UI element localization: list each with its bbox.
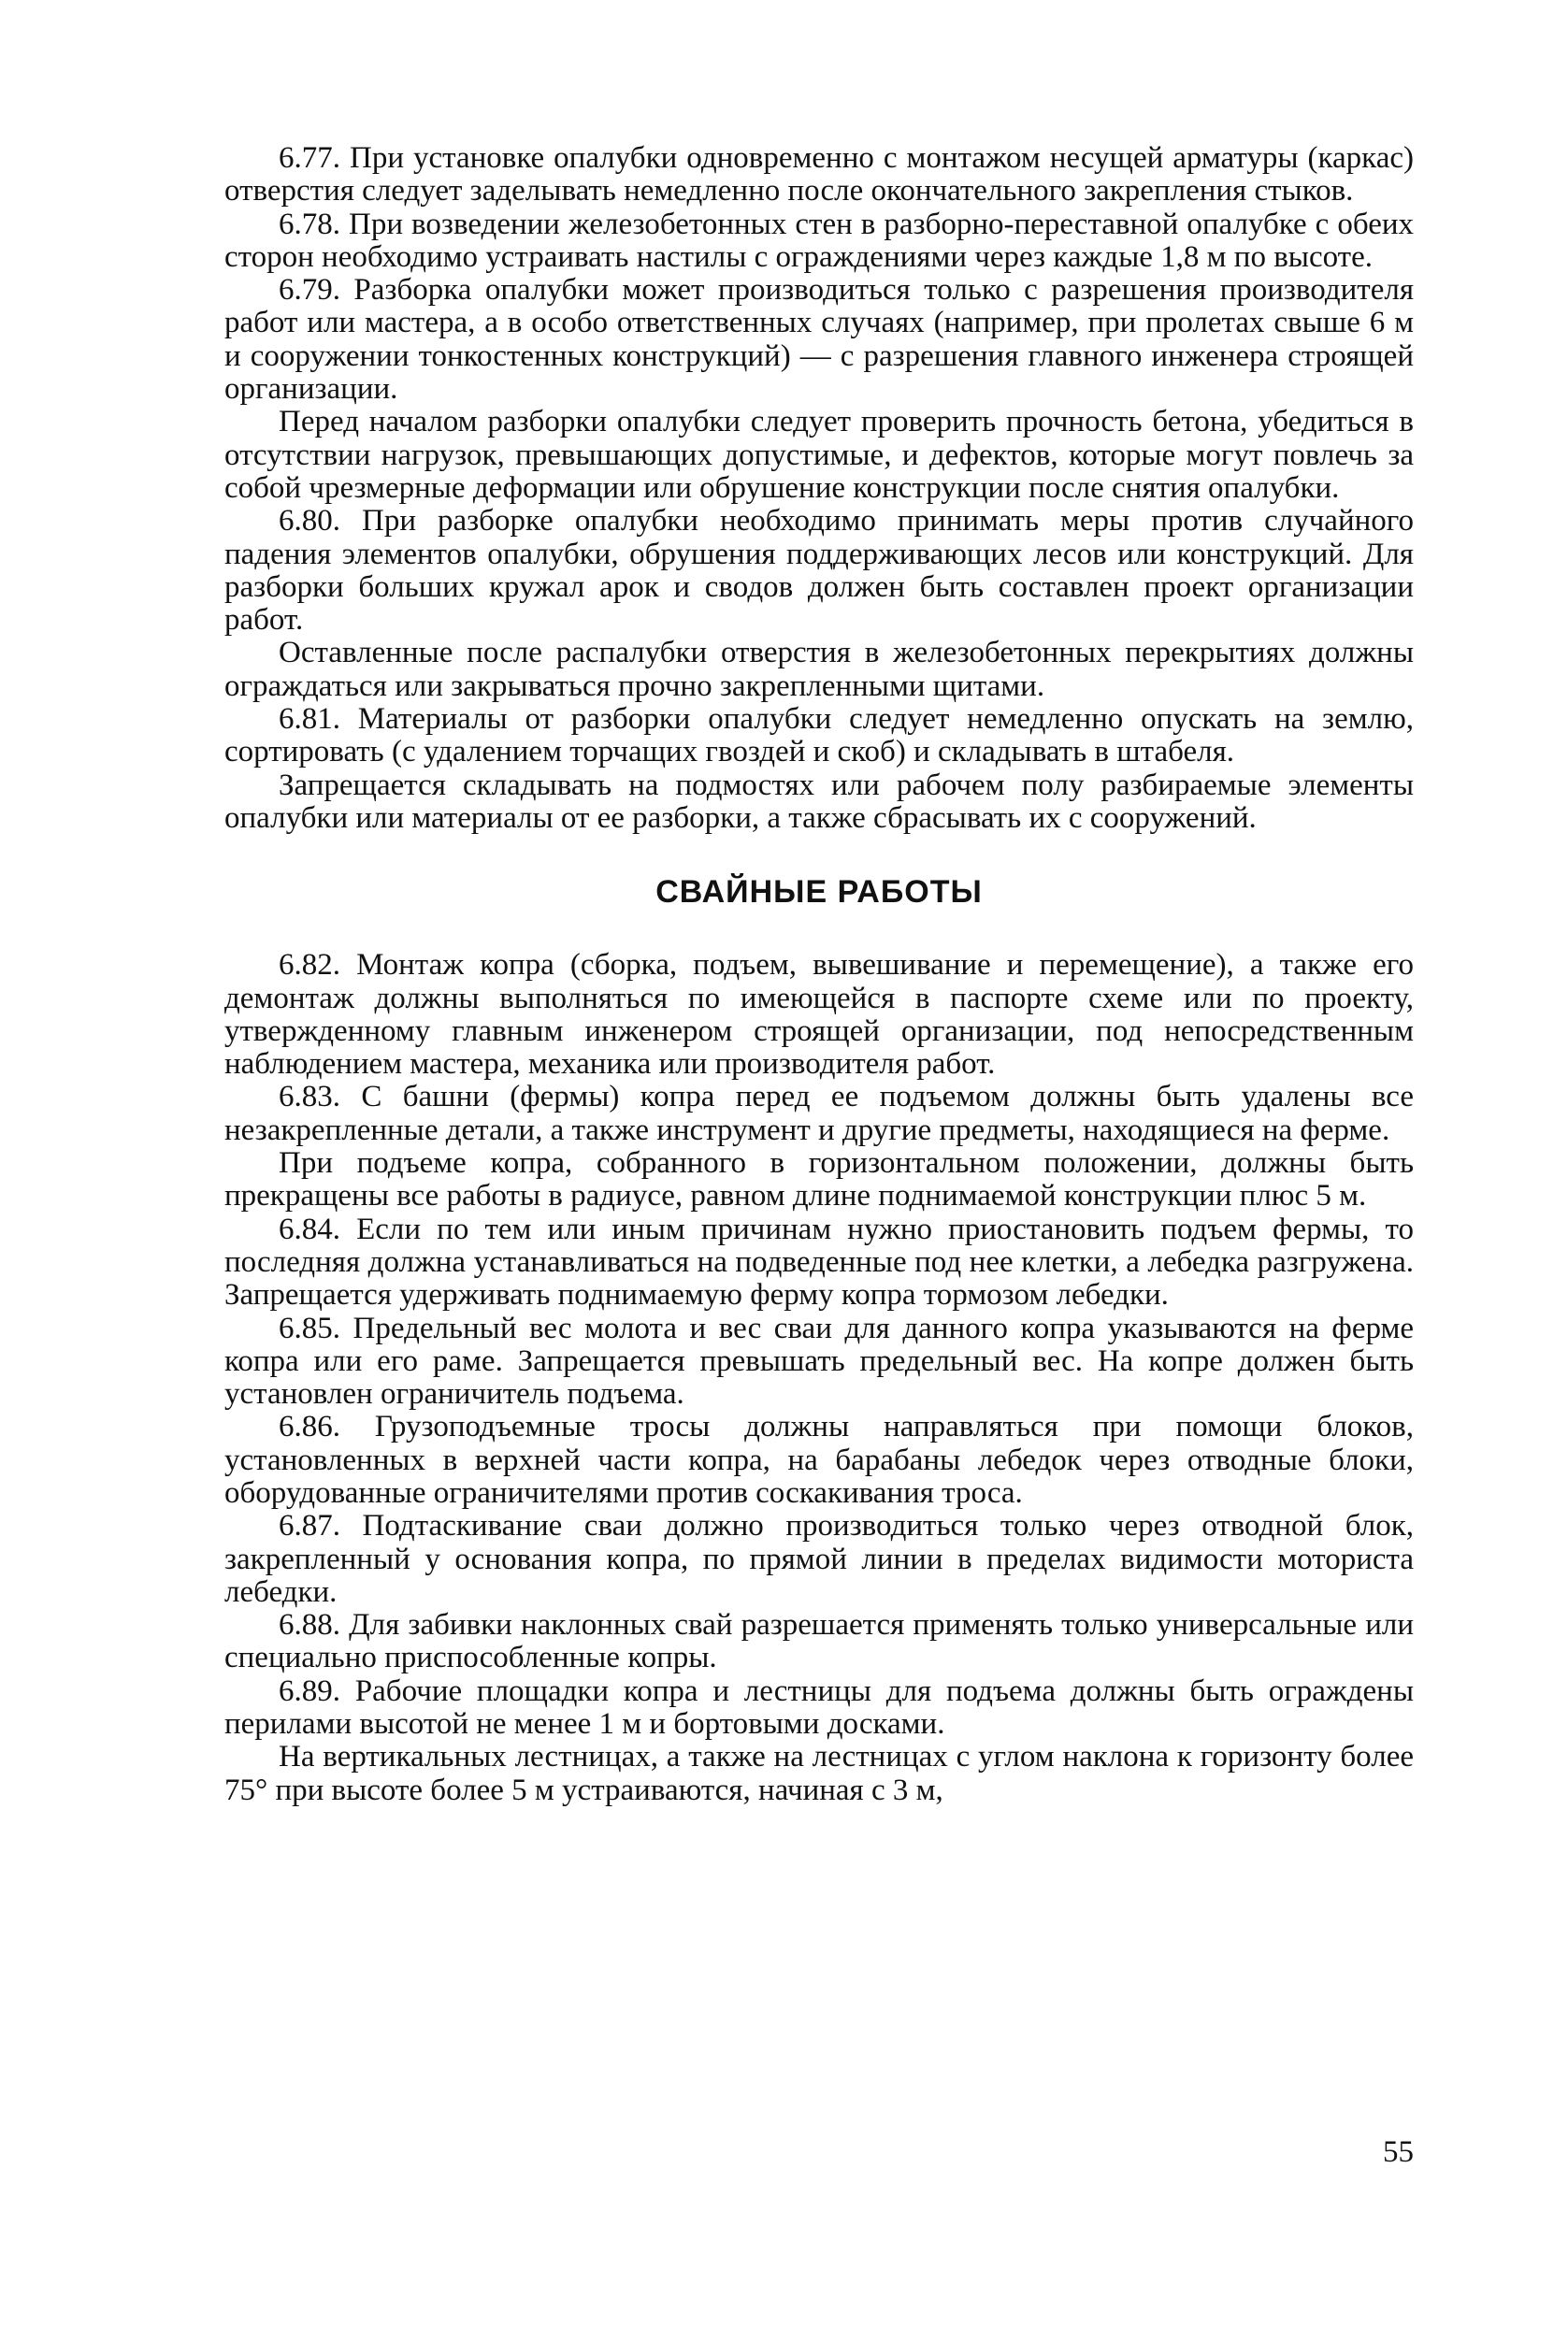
section-heading: СВАЙНЫЕ РАБОТЫ (655, 874, 983, 911)
paragraph-6-86: 6.86. Грузоподъемные тросы должны направляться при помощи блоков, установленных в верхней части копра, на барабаны лебедок через отводные блоки, оборудованные ограничителями против соскакивания троса. (224, 1410, 1414, 1510)
paragraph-6-89-continued: На вертикальных лестницах, а также на лестницах с углом наклона к горизонту более 75° при высоте более 5 м устраиваются, начиная с 3 м, (224, 1740, 1414, 1807)
paragraph-6-83-continued: При подъеме копра, собранного в горизонтальном положении, должны быть прекращены все работы в радиусе, равном длине поднимаемой конструкции плюс 5 м. (224, 1146, 1414, 1214)
page-footer (224, 0, 1414, 2341)
paragraph-6-85: 6.85. Предельный вес молота и вес сваи для данного копра указываются на ферме копра или его раме. Запрещается превышать предельный вес. На копре должен быть установлен ограничитель подъема. (224, 1311, 1414, 1412)
paragraph-6-80: 6.80. При разборке опалубки необходимо принимать меры против случайного падения элементов опалубки, обрушения поддерживающих лесов или конструкций. Для разборки больших кружал арок и сводов должен быть составлен проект организации работ. (224, 504, 1414, 638)
paragraph-6-89: 6.89. Рабочие площадки копра и лестницы для подъема должны быть ограждены перилами высотой не менее 1 м и бортовыми досками. (224, 1673, 1414, 1742)
paragraph-6-82: 6.82. Монтаж копра (сборка, подъем, вывешивание и перемещение), а также его демонтаж должны выполняться по имеющейся в паспорте схеме или по проекту, утвержденному главным инженером строящей организации, под непосредственным наблюдением мастера, механика или производителя работ. (224, 948, 1414, 1082)
paragraph-6-81-continued: Запрещается складывать на подмостях или рабочем полу разбираемые элементы опалубки или материалы от ее разборки, а также сбрасывать их с сооружений. (224, 768, 1414, 835)
paragraph-6-83: 6.83. С башни (фермы) копра перед ее подъемом должны быть удалены все незакрепленные детали, а также инструмент и другие предметы, находящиеся на ферме. (224, 1080, 1414, 1147)
page-number: 55 (1383, 2135, 1414, 2169)
paragraph-6-88: 6.88. Для забивки наклонных свай разрешается применять только универсальные или специально приспособленные копры. (224, 1608, 1414, 1675)
paragraph-6-79-continued: Перед началом разборки опалубки следует проверить прочность бетона, убедиться в отсутствии нагрузок, превышающих допустимые, и дефектов, которые могут повлечь за собой чрезмерные деформации или обрушение конструкции после снятия опалубки. (224, 405, 1414, 505)
paragraph-6-78: 6.78. При возведении железобетонных стен в разборно-переставной опалубке с обеих сторон необходимо устраивать настилы с ограждениями через каждые 1,8 м по высоте. (224, 207, 1414, 274)
paragraph-6-80-continued: Оставленные после распалубки отверстия в железобетонных перекрытиях должны ограждаться или закрываться прочно закрепленными щитами. (224, 636, 1414, 703)
paragraph-6-81: 6.81. Материалы от разборки опалубки следует немедленно опускать на землю, сортировать (с удалением торчащих гвоздей и скоб) и складывать в штабеля. (224, 702, 1414, 769)
paragraph-6-79: 6.79. Разборка опалубки может производиться только с разрешения производителя работ или мастера, а в особо ответственных случаях (например, при пролетах свыше 6 м и сооружении тонкостенных конструкций) — с разрешения главного инженера строящей организации. (224, 273, 1414, 407)
paragraph-6-84: 6.84. Если по тем или иным причинам нужно приостановить подъем фермы, то последняя должна устанавливаться на подведенные под нее клетки, а лебедка разгружена. Запрещается удерживать поднимаемую ферму копра тормозом лебедки. (224, 1212, 1414, 1313)
paragraph-6-77: 6.77. При установке опалубки одновременно с монтажом несущей арматуры (каркас) отверстия следует заделывать немедленно после окончательного закрепления стыков. (224, 141, 1414, 208)
paragraph-6-87: 6.87. Подтаскивание сваи должно производиться только через отводной блок, закрепленный у основания копра, по прямой линии в пределах видимости моториста лебедки. (224, 1509, 1414, 1609)
